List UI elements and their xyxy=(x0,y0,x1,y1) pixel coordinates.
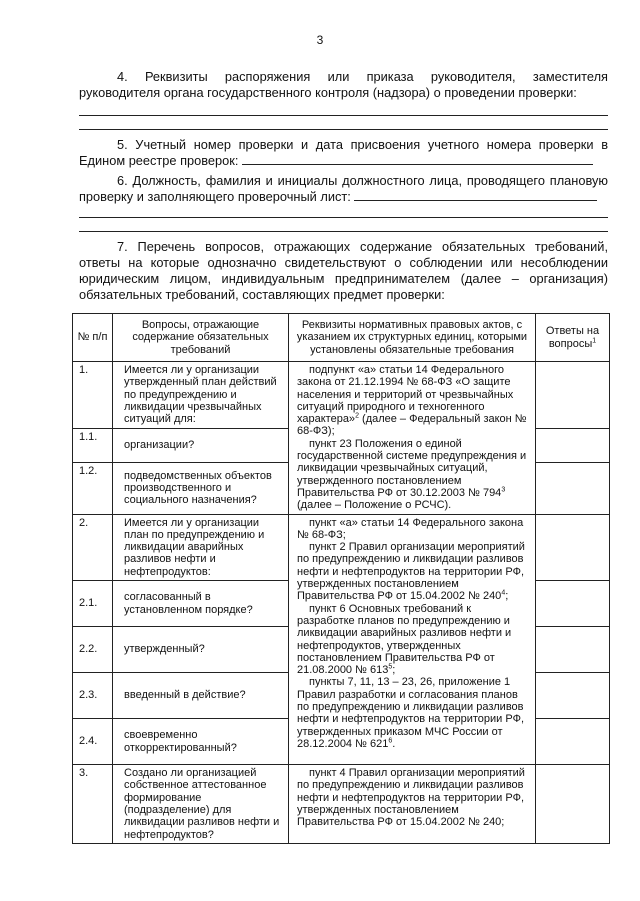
row-question: согласованный в установленном порядке? xyxy=(113,581,289,627)
answer-cell[interactable] xyxy=(536,719,610,765)
row-num: 2.4. xyxy=(73,719,113,765)
row-question: Имеется ли у организации утвержденный план действий по предупреждению и ликвидации чрезвычайных ситуаций для: xyxy=(113,362,289,429)
item-4-text: 4. Реквизиты распоряжения или приказа руководителя, заместителя руководителя органа государственного контроля (надзора) о проведении проверки: xyxy=(79,69,608,100)
item-5-paragraph xyxy=(79,137,608,169)
table-row xyxy=(73,765,610,844)
row-num: 2.3. xyxy=(73,673,113,719)
answer-cell[interactable] xyxy=(536,462,610,514)
table-row xyxy=(73,362,610,429)
answer-cell[interactable] xyxy=(536,673,610,719)
row-question: своевременно откорректированный? xyxy=(113,719,289,765)
item-7-paragraph xyxy=(79,239,608,303)
header-question: Вопросы, отражающие содержание обязательных требований xyxy=(113,314,289,362)
page-number: 3 xyxy=(316,33,324,47)
item-7-text: 7. Перечень вопросов, отражающих содержание обязательных требований, ответы на которые однозначно свидетельствуют о соблюдении или несоблюдении юридическим лицом, индивидуальным предпринимателем (далее – организация) обязательных требований, составляющих предмет проверки: xyxy=(79,239,608,302)
item-4-fill-line-2 xyxy=(79,129,608,130)
row-num: 2. xyxy=(73,514,113,580)
header-requisites: Реквизиты нормативных правовых актов, с указанием их структурных единиц, которыми установлены обязательные требования xyxy=(289,314,536,362)
row-num: 1.2. xyxy=(73,462,113,514)
answer-cell[interactable] xyxy=(536,362,610,429)
row-num: 1.1. xyxy=(73,428,113,462)
item-6-paragraph xyxy=(79,173,608,205)
row-question: Имеется ли у организации план по предупреждению и ликвидации аварийных разливов нефти и нефтепродуктов: xyxy=(113,514,289,580)
answer-cell[interactable] xyxy=(536,428,610,462)
header-num: № п/п xyxy=(73,314,113,362)
row-question: введенный в действие? xyxy=(113,673,289,719)
row-num: 2.2. xyxy=(73,627,113,673)
row-num: 3. xyxy=(73,765,113,844)
answer-cell[interactable] xyxy=(536,514,610,580)
answer-cell[interactable] xyxy=(536,581,610,627)
row-num: 1. xyxy=(73,362,113,429)
item-6-fill-line-2 xyxy=(79,217,608,218)
row-requisites: подпункт «а» статьи 14 Федерального закона от 21.12.1994 № 68-ФЗ «О защите населения и территорий от чрезвычайных ситуаций природного и техногенного характера»$^2$ (далее – Федеральный закон № 68-ФЗ); пункт 23 Положения о единой государственной системе предупреждения и ликвидации чрезвычайных ситуаций, утвержденного постановлением Правительства РФ от 30.12.2003 № $794^3$ (далее – Положение о РСЧС). xyxy=(289,362,536,515)
item-4-fill-line-1 xyxy=(79,115,608,116)
row-question: Создано ли организацией собственное аттестованное формирование (подразделение) для ликвидации разливов нефти и нефтепродуктов? xyxy=(113,765,289,844)
row-requisites: пункт «а» статьи 14 Федерального закона № 68-ФЗ; пункт 2 Правил организации мероприятий по предупреждению и ликвидации разливов нефти и нефтепродуктов на территории РФ, утвержденных постановлением Правительства РФ от 15.04.2002 № $240^4$; пункт 6 Основных требований к разработке планов по предупреждению и ликвидации аварийных разливов нефти и нефтепродуктов, утвержденных постановлением Правительства РФ от 21.08.2000 № $613^5$; пункты 7, 11, 13 – 23, 26, приложение 1 Правил разработки и согласования планов по предупреждению и ликвидации разливов нефти и нефтепродуктов на территории РФ, утвержденных приказом МЧС России от 28.12.2004 № $621^6$. xyxy=(289,514,536,764)
item-6-fill-line-3 xyxy=(79,231,608,232)
item-5-fill-line[interactable] xyxy=(242,153,593,165)
table-row xyxy=(73,514,610,580)
table-header-row xyxy=(73,314,610,362)
row-num: 2.1. xyxy=(73,581,113,627)
row-question: подведомственных объектов производственного и социального назначения? xyxy=(113,462,289,514)
header-answers: Ответы на вопросы$^1$ xyxy=(536,314,610,362)
checklist-table xyxy=(72,313,610,844)
answer-cell[interactable] xyxy=(536,627,610,673)
item-6-text: 6. Должность, фамилия и инициалы должностного лица, проводящего плановую проверку и заполняющего проверочный лист: xyxy=(79,173,608,204)
answer-cell[interactable] xyxy=(536,765,610,844)
item-5-text: 5. Учетный номер проверки и дата присвоения учетного номера проверки в Едином реестре проверок: xyxy=(79,137,608,168)
row-question: утвержденный? xyxy=(113,627,289,673)
item-6-fill-line[interactable] xyxy=(354,189,597,201)
row-requisites: пункт 4 Правил организации мероприятий по предупреждению и ликвидации разливов нефти и нефтепродуктов на территории РФ, утвержденных постановлением Правительства РФ от 15.04.2002 № 240; xyxy=(289,765,536,844)
row-question: организации? xyxy=(113,428,289,462)
item-4-paragraph xyxy=(79,69,608,101)
